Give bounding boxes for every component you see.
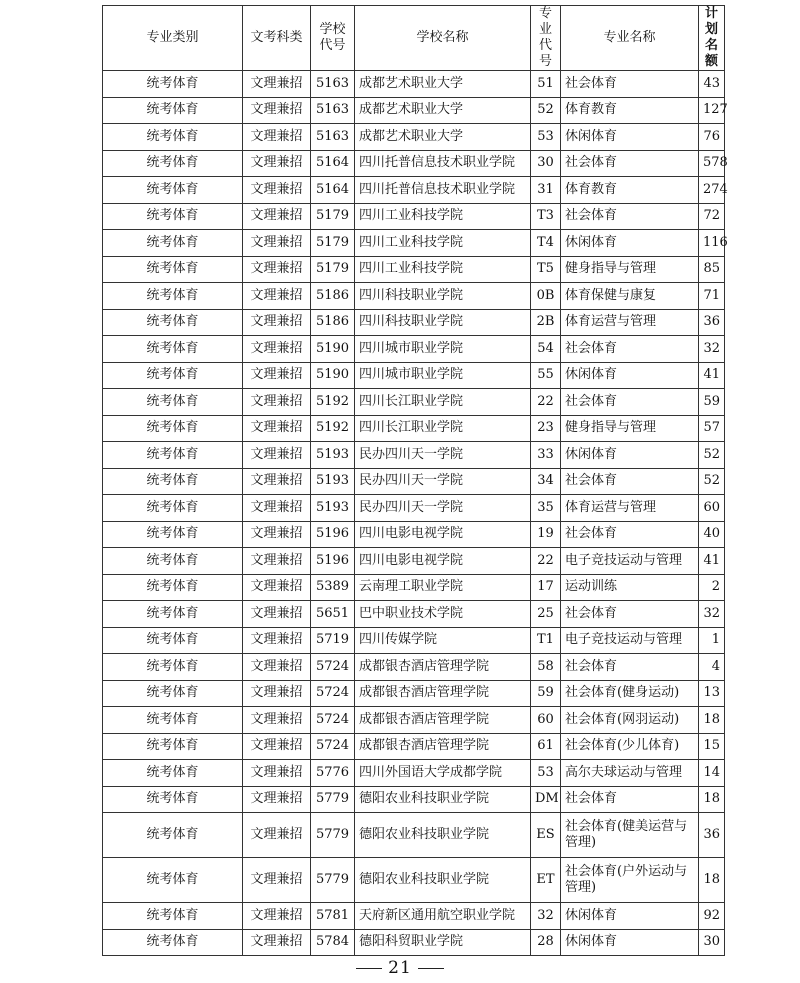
table-row — [103, 97, 725, 124]
cell-quota: 59 — [699, 389, 725, 416]
cell-school-name: 四川长江职业学院 — [355, 389, 531, 416]
cell-major-name: 社会体育(健美运营与管理) — [561, 813, 699, 858]
cell-major-name: 社会体育 — [561, 786, 699, 813]
table-row — [103, 495, 725, 522]
cell-category: 统考体育 — [103, 521, 243, 548]
cell-school-code: 5163 — [311, 71, 355, 98]
cell-category: 统考体育 — [103, 177, 243, 204]
cell-category: 统考体育 — [103, 813, 243, 858]
cell-school-code: 5781 — [311, 903, 355, 930]
cell-category: 统考体育 — [103, 415, 243, 442]
cell-school-code: 5779 — [311, 858, 355, 903]
cell-category: 统考体育 — [103, 256, 243, 283]
cell-major-code: 25 — [531, 601, 561, 628]
cell-subject-type: 文理兼招 — [243, 601, 311, 628]
table-row — [103, 521, 725, 548]
cell-subject-type: 文理兼招 — [243, 309, 311, 336]
cell-subject-type: 文理兼招 — [243, 760, 311, 787]
cell-category: 统考体育 — [103, 680, 243, 707]
cell-quota: 36 — [699, 309, 725, 336]
cell-school-code: 5179 — [311, 230, 355, 257]
cell-major-name: 休闲体育 — [561, 230, 699, 257]
cell-category: 统考体育 — [103, 495, 243, 522]
cell-major-name: 社会体育(少儿体育) — [561, 733, 699, 760]
cell-quota: 32 — [699, 336, 725, 363]
table-row — [103, 389, 725, 416]
cell-major-name: 休闲体育 — [561, 903, 699, 930]
cell-major-code: 33 — [531, 442, 561, 469]
cell-quota: 2 — [699, 574, 725, 601]
cell-subject-type: 文理兼招 — [243, 230, 311, 257]
cell-major-name: 休闲体育 — [561, 442, 699, 469]
cell-school-code: 5196 — [311, 548, 355, 575]
cell-quota: 92 — [699, 903, 725, 930]
cell-major-code: 51 — [531, 71, 561, 98]
cell-major-name: 体育教育 — [561, 97, 699, 124]
cell-category: 统考体育 — [103, 903, 243, 930]
cell-category: 统考体育 — [103, 203, 243, 230]
cell-category: 统考体育 — [103, 362, 243, 389]
cell-category: 统考体育 — [103, 389, 243, 416]
cell-school-name: 四川工业科技学院 — [355, 203, 531, 230]
cell-quota: 116 — [699, 230, 725, 257]
cell-major-name: 社会体育 — [561, 150, 699, 177]
cell-major-code: 53 — [531, 760, 561, 787]
cell-school-name: 四川电影电视学院 — [355, 548, 531, 575]
cell-category: 统考体育 — [103, 283, 243, 310]
cell-school-code: 5776 — [311, 760, 355, 787]
cell-major-name: 体育运营与管理 — [561, 495, 699, 522]
cell-school-code: 5719 — [311, 627, 355, 654]
cell-subject-type: 文理兼招 — [243, 124, 311, 151]
cell-major-code: 28 — [531, 929, 561, 956]
cell-school-code: 5779 — [311, 786, 355, 813]
cell-major-code: T4 — [531, 230, 561, 257]
cell-school-name: 四川工业科技学院 — [355, 230, 531, 257]
cell-school-name: 四川科技职业学院 — [355, 283, 531, 310]
cell-major-name: 社会体育 — [561, 203, 699, 230]
cell-school-name: 成都艺术职业大学 — [355, 124, 531, 151]
cell-major-code: 55 — [531, 362, 561, 389]
cell-school-name: 四川电影电视学院 — [355, 521, 531, 548]
cell-major-code: 31 — [531, 177, 561, 204]
cell-subject-type: 文理兼招 — [243, 336, 311, 363]
cell-quota: 41 — [699, 548, 725, 575]
table-row — [103, 786, 725, 813]
table-row — [103, 627, 725, 654]
cell-subject-type: 文理兼招 — [243, 858, 311, 903]
cell-school-name: 民办四川天一学院 — [355, 468, 531, 495]
cell-major-name: 社会体育 — [561, 389, 699, 416]
cell-major-code: 54 — [531, 336, 561, 363]
cell-category: 统考体育 — [103, 654, 243, 681]
header-major-code: 专业 代号 — [531, 6, 561, 71]
cell-category: 统考体育 — [103, 150, 243, 177]
cell-school-code: 5164 — [311, 177, 355, 204]
cell-major-name: 社会体育 — [561, 601, 699, 628]
table-row — [103, 177, 725, 204]
cell-school-name: 成都银杏酒店管理学院 — [355, 680, 531, 707]
cell-category: 统考体育 — [103, 230, 243, 257]
cell-major-name: 休闲体育 — [561, 929, 699, 956]
cell-major-code: ET — [531, 858, 561, 903]
cell-subject-type: 文理兼招 — [243, 177, 311, 204]
cell-quota: 85 — [699, 256, 725, 283]
cell-major-name: 社会体育(户外运动与管理) — [561, 858, 699, 903]
cell-major-code: 58 — [531, 654, 561, 681]
cell-major-code: 59 — [531, 680, 561, 707]
cell-major-name: 社会体育(网羽运动) — [561, 707, 699, 734]
cell-major-name: 电子竞技运动与管理 — [561, 548, 699, 575]
cell-major-name: 运动训练 — [561, 574, 699, 601]
cell-school-name: 德阳农业科技职业学院 — [355, 858, 531, 903]
table-row — [103, 680, 725, 707]
cell-school-code: 5779 — [311, 813, 355, 858]
cell-category: 统考体育 — [103, 97, 243, 124]
cell-major-code: 0B — [531, 283, 561, 310]
table-row — [103, 929, 725, 956]
table-row — [103, 256, 725, 283]
cell-school-code: 5190 — [311, 336, 355, 363]
cell-major-name: 休闲体育 — [561, 362, 699, 389]
cell-subject-type: 文理兼招 — [243, 442, 311, 469]
cell-major-code: ES — [531, 813, 561, 858]
cell-major-name: 高尔夫球运动与管理 — [561, 760, 699, 787]
cell-subject-type: 文理兼招 — [243, 71, 311, 98]
cell-quota: 57 — [699, 415, 725, 442]
cell-quota: 32 — [699, 601, 725, 628]
cell-major-code: T3 — [531, 203, 561, 230]
cell-category: 统考体育 — [103, 336, 243, 363]
cell-school-name: 成都艺术职业大学 — [355, 97, 531, 124]
cell-school-name: 四川长江职业学院 — [355, 415, 531, 442]
cell-school-name: 天府新区通用航空职业学院 — [355, 903, 531, 930]
cell-category: 统考体育 — [103, 442, 243, 469]
table-row — [103, 601, 725, 628]
cell-quota: 18 — [699, 858, 725, 903]
table-row — [103, 654, 725, 681]
table-row — [103, 124, 725, 151]
cell-major-code: T5 — [531, 256, 561, 283]
table-row — [103, 574, 725, 601]
table-row — [103, 903, 725, 930]
cell-category: 统考体育 — [103, 627, 243, 654]
cell-school-code: 5389 — [311, 574, 355, 601]
cell-school-code: 5193 — [311, 468, 355, 495]
cell-subject-type: 文理兼招 — [243, 680, 311, 707]
table-row — [103, 336, 725, 363]
cell-school-code: 5164 — [311, 150, 355, 177]
cell-quota: 36 — [699, 813, 725, 858]
cell-category: 统考体育 — [103, 929, 243, 956]
cell-subject-type: 文理兼招 — [243, 389, 311, 416]
cell-quota: 15 — [699, 733, 725, 760]
table-row — [103, 760, 725, 787]
cell-quota: 52 — [699, 442, 725, 469]
cell-subject-type: 文理兼招 — [243, 903, 311, 930]
cell-major-name: 休闲体育 — [561, 124, 699, 151]
cell-school-name: 德阳农业科技职业学院 — [355, 813, 531, 858]
cell-major-name: 体育保健与康复 — [561, 283, 699, 310]
cell-quota: 1 — [699, 627, 725, 654]
cell-subject-type: 文理兼招 — [243, 574, 311, 601]
cell-quota: 60 — [699, 495, 725, 522]
cell-school-name: 巴中职业技术学院 — [355, 601, 531, 628]
header-quota: 计划 名额 — [699, 6, 725, 71]
cell-school-code: 5186 — [311, 283, 355, 310]
table-row — [103, 707, 725, 734]
cell-school-name: 四川科技职业学院 — [355, 309, 531, 336]
cell-school-code: 5192 — [311, 389, 355, 416]
table-row — [103, 468, 725, 495]
cell-subject-type: 文理兼招 — [243, 203, 311, 230]
cell-major-name: 社会体育 — [561, 71, 699, 98]
cell-category: 统考体育 — [103, 548, 243, 575]
cell-school-code: 5190 — [311, 362, 355, 389]
page-number-right-dash — [418, 968, 444, 969]
cell-category: 统考体育 — [103, 601, 243, 628]
cell-school-name: 四川托普信息技术职业学院 — [355, 177, 531, 204]
cell-major-code: 30 — [531, 150, 561, 177]
cell-major-code: 2B — [531, 309, 561, 336]
cell-school-name: 成都银杏酒店管理学院 — [355, 733, 531, 760]
cell-school-name: 成都艺术职业大学 — [355, 71, 531, 98]
cell-subject-type: 文理兼招 — [243, 415, 311, 442]
cell-subject-type: 文理兼招 — [243, 707, 311, 734]
cell-subject-type: 文理兼招 — [243, 733, 311, 760]
cell-quota: 72 — [699, 203, 725, 230]
cell-major-code: 22 — [531, 389, 561, 416]
table-row — [103, 309, 725, 336]
cell-subject-type: 文理兼招 — [243, 813, 311, 858]
cell-school-name: 民办四川天一学院 — [355, 442, 531, 469]
cell-quota: 41 — [699, 362, 725, 389]
header-subject-type: 文考科类 — [243, 6, 311, 71]
header-major-name: 专业名称 — [561, 6, 699, 71]
cell-subject-type: 文理兼招 — [243, 654, 311, 681]
table-row — [103, 203, 725, 230]
cell-quota: 14 — [699, 760, 725, 787]
cell-major-code: 53 — [531, 124, 561, 151]
cell-school-code: 5179 — [311, 256, 355, 283]
cell-school-code: 5193 — [311, 442, 355, 469]
cell-school-code: 5192 — [311, 415, 355, 442]
cell-major-name: 体育运营与管理 — [561, 309, 699, 336]
header-school-name: 学校名称 — [355, 6, 531, 71]
cell-subject-type: 文理兼招 — [243, 786, 311, 813]
page-number: 21 — [0, 958, 800, 978]
table-row — [103, 230, 725, 257]
enrollment-plan-table — [102, 5, 728, 956]
cell-major-name: 社会体育 — [561, 468, 699, 495]
table-row — [103, 813, 725, 858]
cell-quota: 13 — [699, 680, 725, 707]
cell-quota: 4 — [699, 654, 725, 681]
header-school-code: 学校 代号 — [311, 6, 355, 71]
cell-major-name: 社会体育 — [561, 521, 699, 548]
cell-quota: 18 — [699, 786, 725, 813]
cell-school-name: 成都银杏酒店管理学院 — [355, 707, 531, 734]
cell-school-name: 四川城市职业学院 — [355, 362, 531, 389]
cell-quota: 127 — [699, 97, 725, 124]
table-row — [103, 548, 725, 575]
cell-school-code: 5784 — [311, 929, 355, 956]
cell-category: 统考体育 — [103, 468, 243, 495]
cell-school-name: 民办四川天一学院 — [355, 495, 531, 522]
cell-school-code: 5186 — [311, 309, 355, 336]
cell-major-code: T1 — [531, 627, 561, 654]
cell-school-code: 5651 — [311, 601, 355, 628]
cell-major-name: 电子竞技运动与管理 — [561, 627, 699, 654]
cell-school-name: 成都银杏酒店管理学院 — [355, 654, 531, 681]
cell-subject-type: 文理兼招 — [243, 548, 311, 575]
cell-category: 统考体育 — [103, 124, 243, 151]
cell-quota: 18 — [699, 707, 725, 734]
table-header-row — [103, 6, 725, 71]
cell-subject-type: 文理兼招 — [243, 627, 311, 654]
cell-school-code: 5179 — [311, 203, 355, 230]
cell-major-name: 体育教育 — [561, 177, 699, 204]
cell-subject-type: 文理兼招 — [243, 150, 311, 177]
cell-school-name: 德阳农业科技职业学院 — [355, 786, 531, 813]
cell-major-code: 32 — [531, 903, 561, 930]
cell-category: 统考体育 — [103, 858, 243, 903]
table-row — [103, 71, 725, 98]
cell-major-code: 23 — [531, 415, 561, 442]
page-number-left-dash — [356, 968, 382, 969]
table-row — [103, 362, 725, 389]
cell-category: 统考体育 — [103, 574, 243, 601]
table-row — [103, 442, 725, 469]
cell-quota: 43 — [699, 71, 725, 98]
cell-school-code: 5163 — [311, 124, 355, 151]
cell-major-name: 社会体育(健身运动) — [561, 680, 699, 707]
table-row — [103, 150, 725, 177]
cell-school-name: 四川传媒学院 — [355, 627, 531, 654]
cell-subject-type: 文理兼招 — [243, 256, 311, 283]
cell-category: 统考体育 — [103, 71, 243, 98]
cell-subject-type: 文理兼招 — [243, 362, 311, 389]
table-row — [103, 283, 725, 310]
cell-major-code: 22 — [531, 548, 561, 575]
cell-school-code: 5193 — [311, 495, 355, 522]
cell-category: 统考体育 — [103, 309, 243, 336]
table-body — [103, 71, 728, 956]
cell-school-code: 5163 — [311, 97, 355, 124]
cell-category: 统考体育 — [103, 760, 243, 787]
cell-subject-type: 文理兼招 — [243, 495, 311, 522]
cell-school-name: 云南理工职业学院 — [355, 574, 531, 601]
cell-major-code: 17 — [531, 574, 561, 601]
cell-major-name: 社会体育 — [561, 336, 699, 363]
cell-quota: 274 — [699, 177, 725, 204]
cell-school-name: 四川城市职业学院 — [355, 336, 531, 363]
cell-school-code: 5196 — [311, 521, 355, 548]
cell-category: 统考体育 — [103, 786, 243, 813]
cell-quota: 578 — [699, 150, 725, 177]
cell-major-name: 社会体育 — [561, 654, 699, 681]
cell-school-name: 四川外国语大学成都学院 — [355, 760, 531, 787]
cell-subject-type: 文理兼招 — [243, 468, 311, 495]
cell-quota: 76 — [699, 124, 725, 151]
cell-school-code: 5724 — [311, 654, 355, 681]
cell-quota: 40 — [699, 521, 725, 548]
table-row — [103, 415, 725, 442]
cell-school-name: 四川托普信息技术职业学院 — [355, 150, 531, 177]
header-category: 专业类别 — [103, 6, 243, 71]
cell-major-name: 健身指导与管理 — [561, 415, 699, 442]
cell-quota: 71 — [699, 283, 725, 310]
cell-major-code: 35 — [531, 495, 561, 522]
table-row — [103, 733, 725, 760]
cell-subject-type: 文理兼招 — [243, 97, 311, 124]
cell-quota: 52 — [699, 468, 725, 495]
cell-subject-type: 文理兼招 — [243, 521, 311, 548]
cell-major-code: 60 — [531, 707, 561, 734]
cell-major-code: 52 — [531, 97, 561, 124]
table-row — [103, 858, 725, 903]
cell-subject-type: 文理兼招 — [243, 929, 311, 956]
cell-school-name: 德阳科贸职业学院 — [355, 929, 531, 956]
cell-major-code: 34 — [531, 468, 561, 495]
cell-category: 统考体育 — [103, 733, 243, 760]
cell-quota: 30 — [699, 929, 725, 956]
cell-school-name: 四川工业科技学院 — [355, 256, 531, 283]
cell-category: 统考体育 — [103, 707, 243, 734]
cell-major-code: 61 — [531, 733, 561, 760]
cell-major-code: 19 — [531, 521, 561, 548]
cell-school-code: 5724 — [311, 680, 355, 707]
cell-major-name: 健身指导与管理 — [561, 256, 699, 283]
cell-major-code: DM — [531, 786, 561, 813]
cell-school-code: 5724 — [311, 707, 355, 734]
cell-subject-type: 文理兼招 — [243, 283, 311, 310]
cell-school-code: 5724 — [311, 733, 355, 760]
